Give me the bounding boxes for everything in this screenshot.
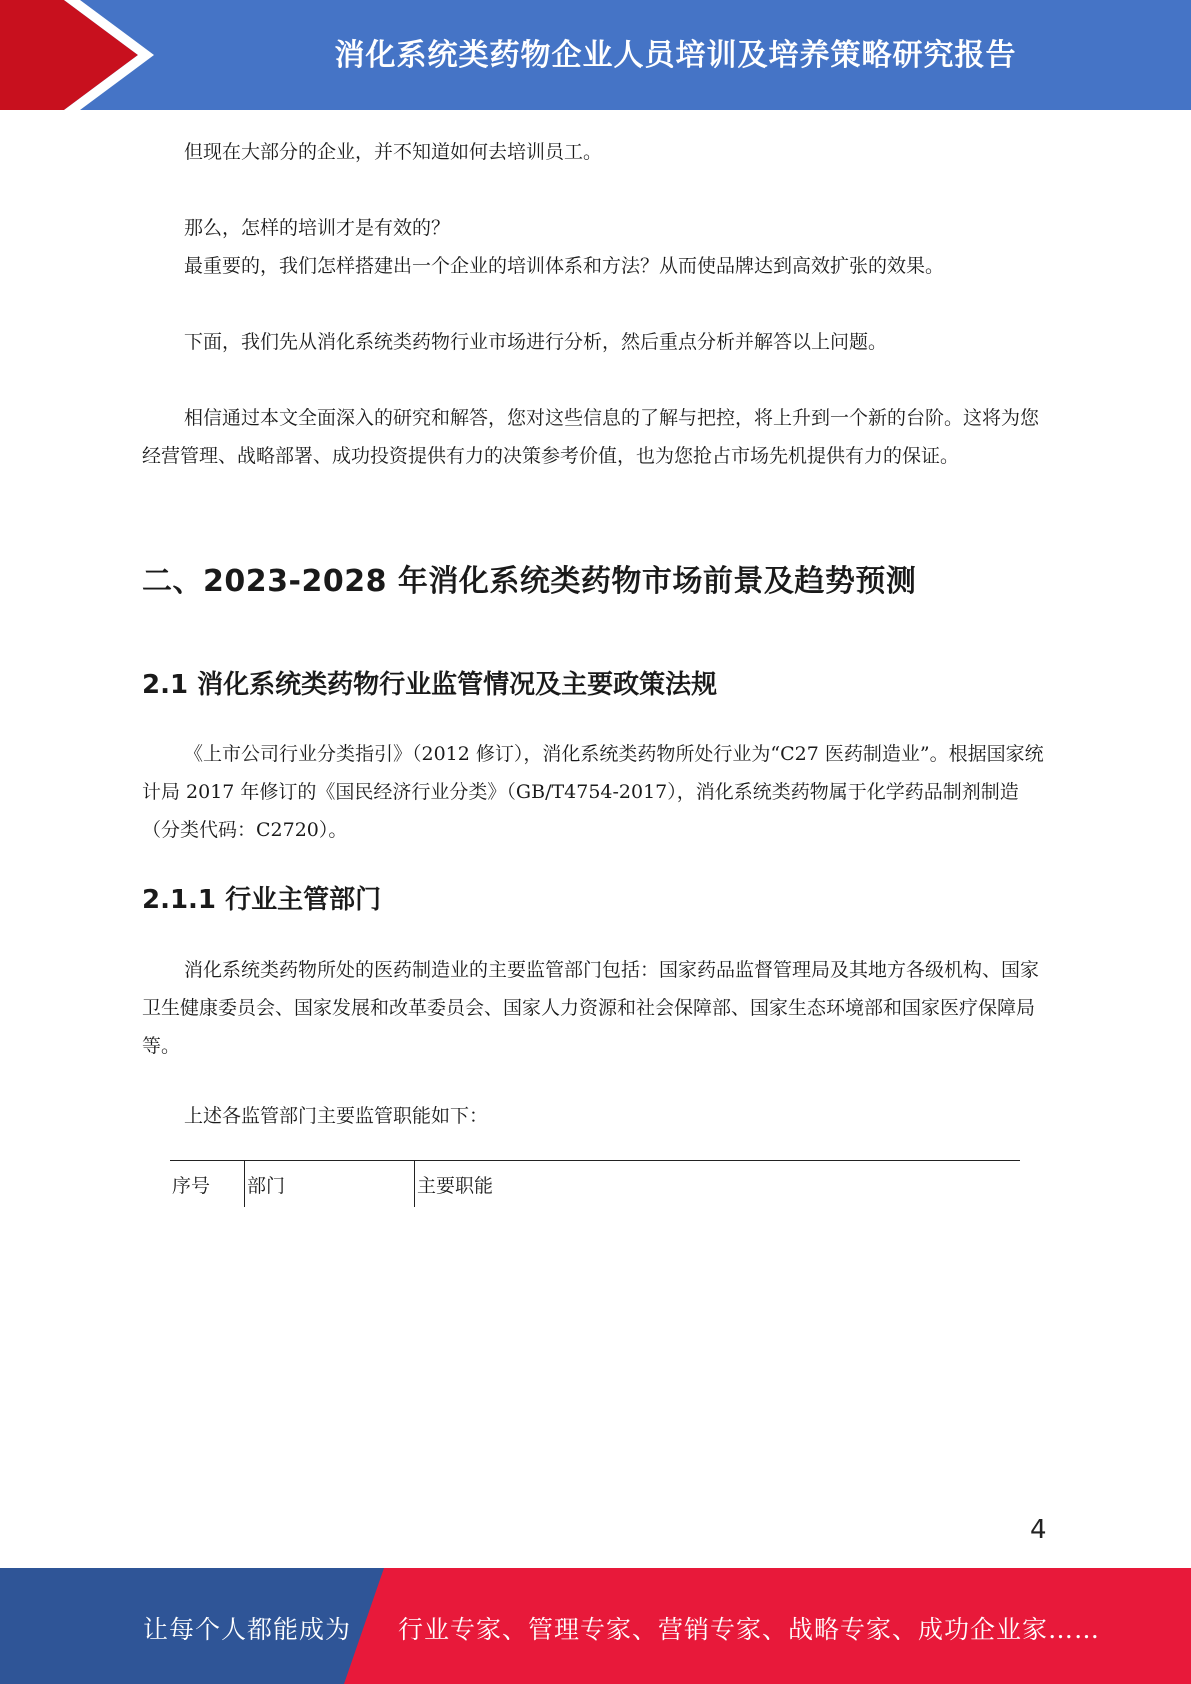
- section-2-1-paragraph: 《上市公司行业分类指引》（2012 修订），消化系统类药物所处行业为“C27 医药制造业”。根据国家统计局 2017 年修订的《国民经济行业分类》（GB/T4754-2017），消化系统类药物属于化学药品制剂制造（分类代码：C2720）。: [142, 743, 1044, 841]
- footer-banner: [0, 1568, 1191, 1684]
- intro-paragraph-5: 相信通过本文全面深入的研究和解答，您对这些信息的了解与把控，将上升到一个新的台阶。这将为您经营管理、战略部署、成功投资提供有力的决策参考价值，也为您抢占市场先机提供有力的保证。: [142, 407, 1040, 467]
- section-2-1-1-heading: 2.1.1 行业主管部门: [142, 885, 382, 915]
- footer-slogan-left: 让每个人都能成为: [143, 1615, 352, 1644]
- intro-paragraph-2: 那么，怎样的培训才是有效的？: [184, 217, 451, 239]
- intro-paragraph-3: 最重要的，我们怎样搭建出一个企业的培训体系和方法？从而使品牌达到高效扩张的效果。: [184, 255, 945, 277]
- table-header-duties: 主要职能: [414, 1161, 1020, 1207]
- intro-paragraph-1: 但现在大部分的企业，并不知道如何去培训员工。: [184, 141, 603, 163]
- document-title: 消化系统类药物企业人员培训及培养策略研究报告: [334, 38, 1017, 73]
- table-header-index: 序号: [172, 1174, 211, 1197]
- table-header-row: [170, 1161, 1020, 1207]
- section-2-1-heading: 2.1 消化系统类药物行业监管情况及主要政策法规: [142, 670, 718, 700]
- section-2-1-1-paragraph-2: 上述各监管部门主要监管职能如下：: [184, 1105, 489, 1127]
- section-2-1-1-paragraph-1: 消化系统类药物所处的医药制造业的主要监管部门包括：国家药品监督管理局及其地方各级机构、国家卫生健康委员会、国家发展和改革委员会、国家人力资源和社会保障部、国家生态环境部和国家医疗保障局等。: [142, 959, 1040, 1057]
- header-banner: [0, 0, 1191, 110]
- table-header-department: 部门: [244, 1161, 414, 1207]
- intro-paragraph-4: 下面，我们先从消化系统类药物行业市场进行分析，然后重点分析并解答以上问题。: [184, 331, 888, 353]
- footer-slogan-right: 行业专家、管理专家、营销专家、战略专家、成功企业家……: [398, 1615, 1101, 1644]
- regulatory-table: [170, 1160, 1020, 1207]
- page-number: 4: [1030, 1515, 1047, 1545]
- section-2-heading: 二、2023-2028 年消化系统类药物市场前景及趋势预测: [142, 564, 917, 599]
